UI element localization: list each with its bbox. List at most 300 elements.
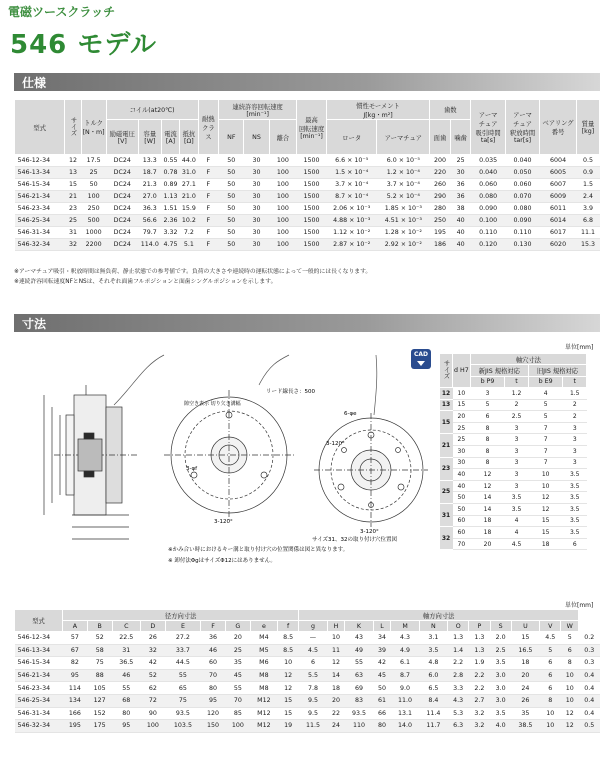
- dims-cell: 18: [327, 682, 345, 695]
- th-dims-col: C: [112, 621, 140, 632]
- spec-cell: 1500: [297, 215, 327, 227]
- dims-cell: 7.8: [299, 682, 327, 695]
- shaft-cell: 7: [528, 422, 563, 434]
- spec-cell: 0.090: [505, 215, 539, 227]
- dims-cell: 3.5: [419, 644, 447, 657]
- th-axial: 軸方向寸法: [299, 610, 579, 621]
- spec-cell: 0.090: [471, 203, 505, 215]
- spec-cell: 32: [65, 239, 81, 251]
- spec-cell: 79.7: [138, 227, 161, 239]
- dims-cell: 8.5: [278, 644, 299, 657]
- dims-cell: 80: [201, 682, 226, 695]
- spec-cell: 0.100: [471, 215, 505, 227]
- dims-cell: 15: [511, 632, 539, 645]
- dims-cell: 105: [87, 682, 112, 695]
- shaft-row: [440, 434, 587, 446]
- dims-cell: 10: [561, 694, 579, 707]
- spec-cell: 546-21-34: [15, 191, 65, 203]
- shaft-cell: 60: [453, 527, 471, 539]
- dims-cell: 11.0: [391, 694, 419, 707]
- dims-cell: 1.9: [469, 657, 490, 670]
- dims-cell: M12: [250, 707, 277, 720]
- dims-cell: 70: [201, 669, 226, 682]
- shaft-cell: 7: [528, 434, 563, 446]
- dims-cell: 195: [63, 720, 88, 733]
- dims-cell: 45: [225, 669, 250, 682]
- dims-cell: 70: [225, 694, 250, 707]
- dims-cell: 32: [140, 644, 165, 657]
- dims-cell: 1.3: [469, 644, 490, 657]
- shaft-hole-table: [439, 353, 587, 550]
- dims-cell: 4.3: [391, 632, 419, 645]
- dims-cell: 6.0: [419, 669, 447, 682]
- spec-cell: 0.040: [505, 155, 539, 167]
- dims-cell: 55: [165, 669, 200, 682]
- dims-row: [15, 657, 601, 670]
- spec-cell: 100: [269, 215, 297, 227]
- dims-cell: 68: [112, 694, 140, 707]
- dims-cell: 45: [373, 669, 391, 682]
- dims-cell: 36.5: [112, 657, 140, 670]
- angle-label-1: 3-120°: [214, 519, 233, 525]
- dims-cell: 38.5: [511, 720, 539, 733]
- dims-cell: 6: [540, 669, 561, 682]
- dims-cell: 166: [63, 707, 88, 720]
- shaft-cell: 40: [453, 469, 471, 481]
- dimensions-table: [14, 609, 600, 733]
- th-shaft-size: サイズ: [440, 354, 453, 388]
- spec-cell: 1.12 × 10⁻²: [326, 227, 376, 239]
- dims-cell: 50: [373, 682, 391, 695]
- spec-row: [15, 167, 600, 179]
- shaft-cell: 18: [528, 538, 563, 550]
- spec-cell: 6014: [540, 215, 577, 227]
- dims-cell: 9.0: [391, 682, 419, 695]
- cad-download-button[interactable]: CAD: [411, 349, 431, 369]
- spec-cell: 100: [269, 167, 297, 179]
- spec-cell: 200: [430, 155, 451, 167]
- spec-cell: 546-32-34: [15, 239, 65, 251]
- shaft-cell: 4.5: [505, 538, 529, 550]
- shaft-cell: 30: [453, 445, 471, 457]
- th-resistance: 抵抗 [Ω]: [180, 120, 198, 155]
- spec-cell: 100: [269, 203, 297, 215]
- spec-cell: 30: [244, 179, 269, 191]
- th-radial: 径方向寸法: [63, 610, 299, 621]
- dims-cell: 546-12-34: [15, 632, 63, 645]
- spec-cell: 50: [219, 167, 244, 179]
- shaft-size-cell: 12: [440, 388, 453, 400]
- dims-cell: 4.8: [419, 657, 447, 670]
- spec-cell: 40: [450, 227, 471, 239]
- dims-cell: 546-23-34: [15, 682, 63, 695]
- spec-cell: 0.040: [471, 167, 505, 179]
- th-dims-col: B: [87, 621, 112, 632]
- shaft-cell: 12: [470, 480, 504, 492]
- dims-cell: 8.5: [278, 632, 299, 645]
- spec-cell: 500: [81, 215, 106, 227]
- dims-cell: 5: [540, 644, 561, 657]
- dims-cell: 6.3: [448, 720, 469, 733]
- th-shaft-title: 軸穴寸法: [470, 354, 586, 365]
- dims-cell: 24: [327, 720, 345, 733]
- dims-cell: 14.0: [391, 720, 419, 733]
- dims-cell: M4: [250, 632, 277, 645]
- shaft-cell: 5: [528, 399, 563, 411]
- th-dims-col: P: [469, 621, 490, 632]
- spec-cell: 250: [81, 203, 106, 215]
- spec-cell: DC24: [106, 179, 138, 191]
- spec-cell: 100: [269, 191, 297, 203]
- dims-cell: 10: [561, 682, 579, 695]
- spec-row: [15, 191, 600, 203]
- shaft-size-cell: 23: [440, 457, 453, 480]
- spec-cell: 0.9: [576, 167, 599, 179]
- dims-cell: 9.5: [299, 694, 327, 707]
- dims-cell: 10: [278, 657, 299, 670]
- dims-cell: 15: [278, 707, 299, 720]
- spec-cell: 21.0: [180, 191, 198, 203]
- dims-cell: 62: [140, 682, 165, 695]
- spec-cell: 4.51 × 10⁻³: [377, 215, 430, 227]
- dims-cell: 0.3: [579, 657, 600, 670]
- dims-cell: 0.5: [579, 720, 600, 733]
- spec-cell: 50: [219, 203, 244, 215]
- spec-cell: DC24: [106, 215, 138, 227]
- dims-cell: M5: [250, 644, 277, 657]
- th-heat: 耐熱 クラス: [198, 100, 219, 155]
- spec-cell: 1500: [297, 227, 327, 239]
- shaft-row: [440, 388, 587, 400]
- spec-cell: 2200: [81, 239, 106, 251]
- th-dims-col: e: [250, 621, 277, 632]
- th-time1: アーマ チュア 吸引時間 ta[s]: [471, 100, 505, 155]
- spec-cell: 0.080: [505, 203, 539, 215]
- shaft-row: [440, 480, 587, 492]
- dims-cell: 4.0: [490, 720, 511, 733]
- spec-cell: 0.130: [505, 239, 539, 251]
- dims-cell: 16.5: [511, 644, 539, 657]
- th-dims-col: A: [63, 621, 88, 632]
- dims-cell: 5: [561, 632, 579, 645]
- th-rotor: ロータ: [326, 120, 376, 155]
- shaft-cell: 30: [453, 457, 471, 469]
- spec-cell: 2.06 × 10⁻³: [326, 203, 376, 215]
- th-ns: NS: [244, 120, 269, 155]
- spec-cell: 6007: [540, 179, 577, 191]
- dims-cell: 110: [345, 720, 373, 733]
- spec-cell: F: [198, 215, 219, 227]
- dims-cell: 26: [511, 694, 539, 707]
- shaft-size-cell: 25: [440, 480, 453, 503]
- shaft-cell: 18: [470, 527, 504, 539]
- shaft-cell: 8: [470, 422, 504, 434]
- th-size: サイズ: [65, 100, 81, 155]
- th-dims-col: f: [278, 621, 299, 632]
- dims-cell: 67: [63, 644, 88, 657]
- dims-row: [15, 707, 601, 720]
- dims-cell: 12: [278, 682, 299, 695]
- spec-cell: 25: [65, 215, 81, 227]
- dims-cell: 27.2: [165, 632, 200, 645]
- dims-cell: 57: [63, 632, 88, 645]
- th-dims-col: L: [373, 621, 391, 632]
- dims-cell: 6: [540, 657, 561, 670]
- th-release: 離合: [269, 120, 297, 155]
- spec-section-bar: [14, 73, 600, 91]
- dims-cell: 0.2: [579, 632, 600, 645]
- spec-cell: F: [198, 227, 219, 239]
- shaft-cell: 2: [505, 399, 529, 411]
- shaft-cell: 3: [563, 457, 587, 469]
- dims-cell: 10: [327, 632, 345, 645]
- spec-cell: 6020: [540, 239, 577, 251]
- spec-cell: 10.2: [180, 215, 198, 227]
- dims-cell: 33.7: [165, 644, 200, 657]
- th-face: 面歯: [430, 120, 451, 155]
- th-model: 型式: [15, 100, 65, 155]
- dims-cell: 18: [511, 657, 539, 670]
- dims-cell: 20: [327, 694, 345, 707]
- dims-cell: 88: [87, 669, 112, 682]
- spec-cell: 546-25-34: [15, 215, 65, 227]
- dims-cell: 3.0: [490, 694, 511, 707]
- dims-cell: 4.5: [299, 644, 327, 657]
- spec-cell: 6.8: [576, 215, 599, 227]
- shaft-cell: 15: [453, 399, 471, 411]
- shaft-cell: 12: [528, 492, 563, 504]
- spec-cell: 1.2 × 10⁻⁴: [377, 167, 430, 179]
- dims-cell: 3.2: [469, 720, 490, 733]
- spec-cell: 15.3: [576, 239, 599, 251]
- spec-row: [15, 239, 600, 251]
- dims-cell: 103.5: [165, 720, 200, 733]
- dims-cell: 546-32-34: [15, 720, 63, 733]
- spec-cell: 3.9: [576, 203, 599, 215]
- shaft-cell: 2: [563, 399, 587, 411]
- spec-cell: 21: [65, 191, 81, 203]
- dims-cell: 12: [561, 707, 579, 720]
- dims-cell: —: [299, 632, 327, 645]
- spec-cell: 50: [219, 227, 244, 239]
- dims-cell: 0.4: [579, 694, 600, 707]
- dims-cell: 25: [225, 644, 250, 657]
- spec-cell: 5.2 × 10⁻⁴: [377, 191, 430, 203]
- dims-row: [15, 720, 601, 733]
- dims-cell: 2.0: [490, 632, 511, 645]
- spec-cell: 2.87 × 10⁻²: [326, 239, 376, 251]
- dims-cell: 15: [278, 694, 299, 707]
- spec-cell: F: [198, 203, 219, 215]
- dims-cell: 100: [225, 720, 250, 733]
- dims-cell: 11.4: [419, 707, 447, 720]
- spec-cell: 13.3: [138, 155, 161, 167]
- spec-cell: 1500: [297, 203, 327, 215]
- dims-cell: 14: [327, 669, 345, 682]
- shaft-size-cell: 15: [440, 411, 453, 434]
- dims-cell: 10: [540, 720, 561, 733]
- shaft-cell: 15: [528, 527, 563, 539]
- shaft-cell: 50: [453, 492, 471, 504]
- dims-cell: 10: [561, 669, 579, 682]
- shaft-size-cell: 31: [440, 503, 453, 526]
- th-dims-col: G: [225, 621, 250, 632]
- shaft-cell: 3: [505, 480, 529, 492]
- spec-cell: 6.0 × 10⁻⁵: [377, 155, 430, 167]
- dims-cell: 95: [112, 720, 140, 733]
- spec-cell: 3.7 × 10⁻⁴: [377, 179, 430, 191]
- shaft-cell: 10: [528, 469, 563, 481]
- dims-cell: 2.7: [469, 694, 490, 707]
- spec-cell: 546-31-34: [15, 227, 65, 239]
- spec-cell: 30: [244, 155, 269, 167]
- spec-cell: 50: [219, 191, 244, 203]
- spec-cell: 2.4: [576, 191, 599, 203]
- dims-cell: 75: [87, 657, 112, 670]
- dims-unit: 単位[mm]: [565, 602, 594, 609]
- dims-cell: 152: [87, 707, 112, 720]
- dims-cell: 35: [225, 657, 250, 670]
- dims-cell: 2.2: [448, 657, 469, 670]
- shaft-cell: 7: [528, 445, 563, 457]
- technical-drawing: [14, 345, 434, 585]
- spec-cell: 6017: [540, 227, 577, 239]
- dims-cell: 114: [63, 682, 88, 695]
- shaft-cell: 3: [505, 434, 529, 446]
- dim-section-bar: [14, 314, 600, 332]
- dims-cell: 546-25-34: [15, 694, 63, 707]
- f-hole-label: 3-φf: [186, 466, 198, 472]
- spec-cell: 30: [244, 239, 269, 251]
- dims-cell: 44.5: [165, 657, 200, 670]
- dims-cell: 134: [63, 694, 88, 707]
- th-dims-col: M: [391, 621, 419, 632]
- dims-cell: 127: [87, 694, 112, 707]
- dims-cell: 12: [327, 657, 345, 670]
- dims-cell: 3.5: [490, 657, 511, 670]
- spec-row: [15, 155, 600, 167]
- shaft-cell: 12: [470, 469, 504, 481]
- e-hole-label: 6-φe: [344, 411, 357, 417]
- dims-cell: 4.3: [448, 694, 469, 707]
- spec-cell: 1500: [297, 167, 327, 179]
- spec-cell: 1.51: [161, 203, 179, 215]
- spec-cell: 546-15-34: [15, 179, 65, 191]
- dims-cell: 175: [87, 720, 112, 733]
- dims-cell: 0.3: [579, 644, 600, 657]
- shaft-cell: 2: [563, 411, 587, 423]
- th-dims-col: H: [327, 621, 345, 632]
- spec-cell: 2.36: [161, 215, 179, 227]
- dims-row: [15, 682, 601, 695]
- spec-cell: 23: [65, 203, 81, 215]
- shaft-row: [440, 399, 587, 411]
- shaft-cell: 5: [528, 411, 563, 423]
- spec-cell: 0.110: [505, 227, 539, 239]
- spec-cell: 17.5: [81, 155, 106, 167]
- dims-cell: 95: [63, 669, 88, 682]
- dims-cell: 80: [373, 720, 391, 733]
- dims-cell: M8: [250, 669, 277, 682]
- th-shaft-new: 新JIS 規格対応: [470, 365, 528, 376]
- dims-cell: 8: [540, 694, 561, 707]
- th-t2: t: [563, 376, 587, 387]
- shaft-cell: 4: [505, 527, 529, 539]
- th-shaft-old: 旧JIS 規格対応: [528, 365, 586, 376]
- dims-cell: 60: [201, 657, 226, 670]
- shaft-cell: 20: [470, 538, 504, 550]
- shaft-cell: 3: [470, 388, 504, 400]
- spec-cell: 27.0: [138, 191, 161, 203]
- dims-cell: M6: [250, 657, 277, 670]
- dims-cell: 72: [140, 694, 165, 707]
- th-dims-col: K: [345, 621, 373, 632]
- spec-cell: 31.0: [180, 167, 198, 179]
- th-dims-col: D: [140, 621, 165, 632]
- spec-cell: 36.3: [138, 203, 161, 215]
- dims-cell: 3.3: [448, 682, 469, 695]
- dims-cell: 22.5: [112, 632, 140, 645]
- shaft-row: [440, 527, 587, 539]
- dims-cell: 42: [373, 657, 391, 670]
- spec-cell: 15.9: [180, 203, 198, 215]
- dims-cell: M12: [250, 720, 277, 733]
- th-nf: NF: [219, 120, 244, 155]
- spec-cell: 36: [450, 179, 471, 191]
- shaft-cell: 3.5: [563, 492, 587, 504]
- spec-cell: 0.035: [471, 155, 505, 167]
- dims-cell: 26: [140, 632, 165, 645]
- dims-cell: 46: [112, 669, 140, 682]
- dims-cell: 3.0: [490, 682, 511, 695]
- spec-note-1: ※アーマチュア吸引・釈放時間は無負荷、静止状態での参考値です。負荷の大きさや連続時の運転状態によって一般的には長くなります。: [14, 269, 372, 275]
- spec-cell: 30: [244, 203, 269, 215]
- spec-cell: 1500: [297, 239, 327, 251]
- dims-cell: 55: [112, 682, 140, 695]
- spec-cell: 100: [81, 191, 106, 203]
- spec-cell: F: [198, 155, 219, 167]
- dims-cell: 150: [201, 720, 226, 733]
- spec-cell: 546-23-34: [15, 203, 65, 215]
- dims-cell: 546-15-34: [15, 657, 63, 670]
- spec-cell: 3.7 × 10⁻⁴: [326, 179, 376, 191]
- spec-cell: 21.3: [138, 179, 161, 191]
- shaft-cell: 5: [470, 399, 504, 411]
- spec-cell: 8.7 × 10⁻⁴: [326, 191, 376, 203]
- spec-cell: 186: [430, 239, 451, 251]
- shaft-cell: 25: [453, 434, 471, 446]
- dims-cell: 83: [345, 694, 373, 707]
- spec-cell: 1500: [297, 191, 327, 203]
- th-armature: アーマチュア: [377, 120, 430, 155]
- dims-cell: 20: [511, 669, 539, 682]
- dims-cell: 46: [201, 644, 226, 657]
- dims-cell: 11: [327, 644, 345, 657]
- spec-note-2: ※連続許容回転速度NFとNSは、それぞれ面歯フルポジションと面歯シングルポジションを示します。: [14, 279, 277, 285]
- spec-cell: DC24: [106, 191, 138, 203]
- spec-cell: 27.1: [180, 179, 198, 191]
- dims-cell: 3.0: [490, 669, 511, 682]
- shaft-row: [440, 515, 587, 527]
- dims-cell: 9.5: [299, 707, 327, 720]
- spec-cell: 50: [219, 239, 244, 251]
- shaft-cell: 2.5: [505, 411, 529, 423]
- spec-cell: 7.2: [180, 227, 198, 239]
- shaft-row: [440, 469, 587, 481]
- dims-cell: 546-13-34: [15, 644, 63, 657]
- shaft-cell: 3: [563, 422, 587, 434]
- spec-cell: 2.92 × 10⁻²: [377, 239, 430, 251]
